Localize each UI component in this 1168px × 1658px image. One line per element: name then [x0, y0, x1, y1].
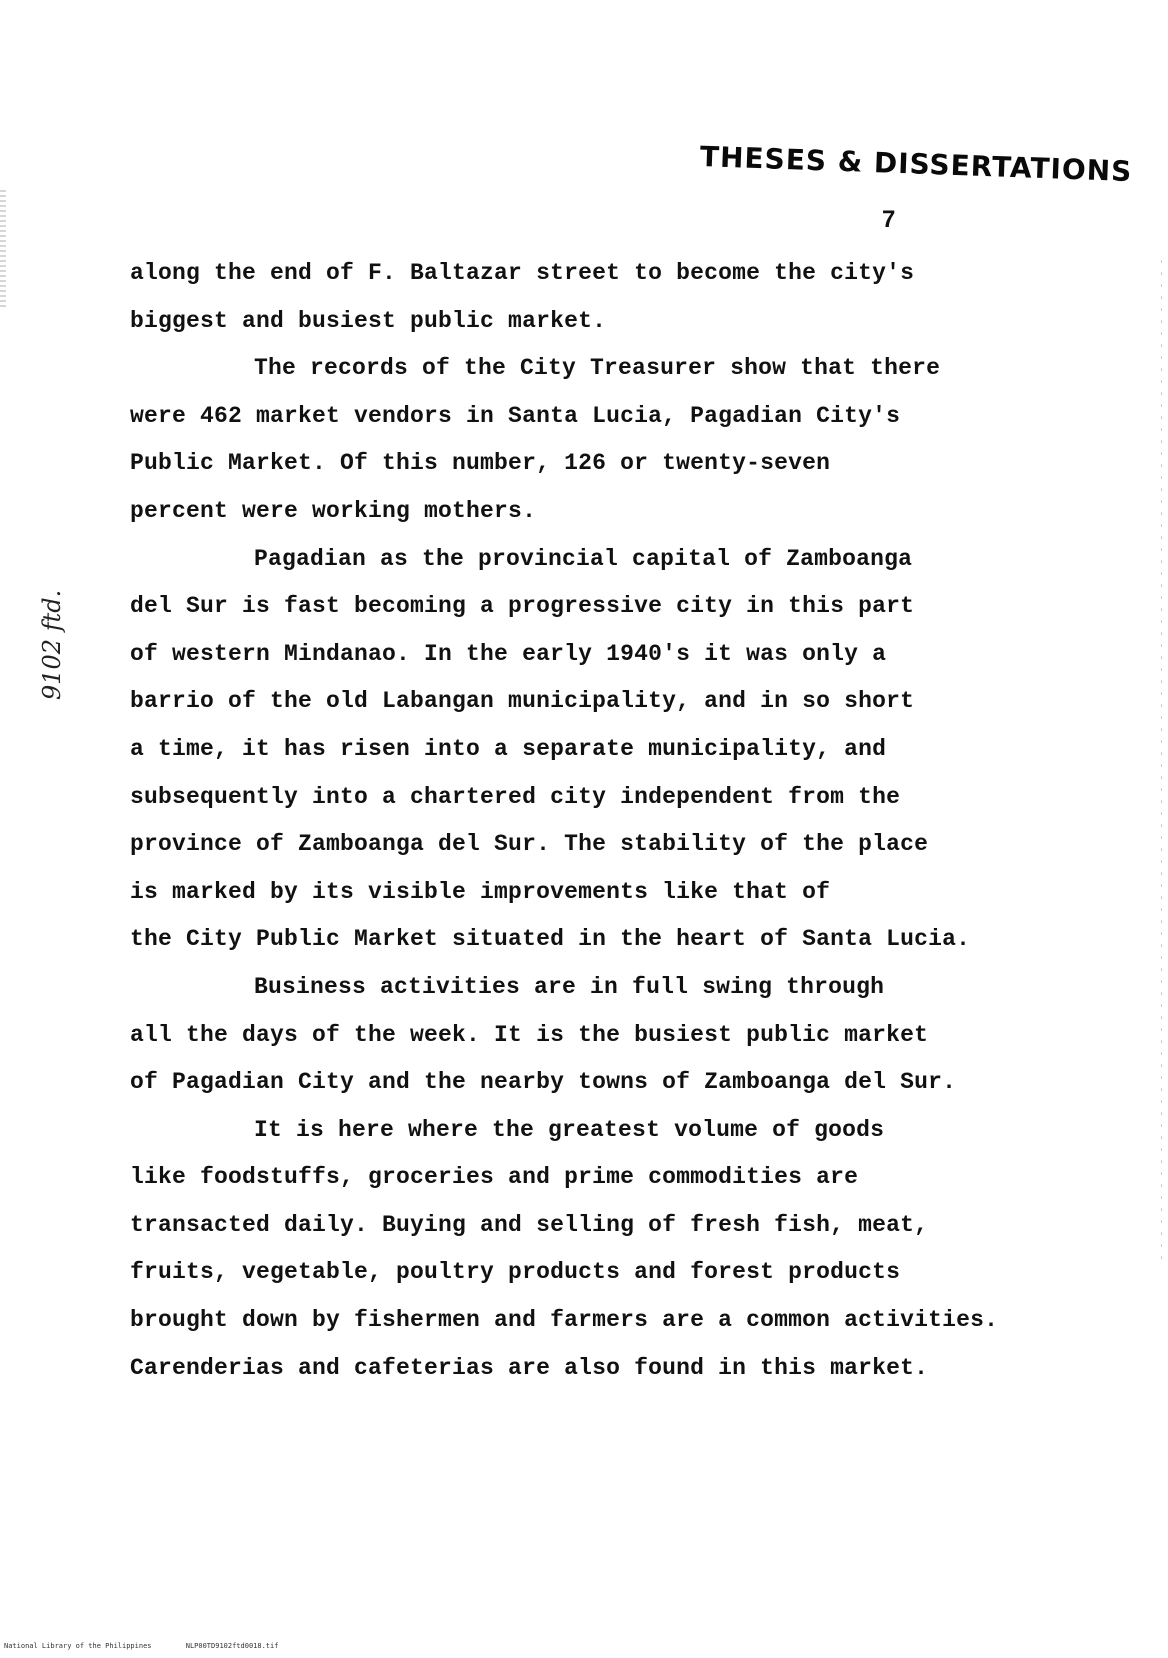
text-line: barrio of the old Labangan municipality, and in so short [130, 688, 915, 715]
text-line: Pagadian as the provincial capital of Zamboanga [254, 545, 913, 572]
text-line: like foodstuffs, groceries and prime commodities are [130, 1164, 859, 1191]
scan-edge-marks [0, 190, 6, 310]
text-line: del Sur is fast becoming a progressive city in this part [130, 593, 915, 620]
text-line: along the end of F. Baltazar street to become the city's [130, 260, 915, 286]
text-line: Carenderias and cafeterias are also found in this market. [130, 1354, 929, 1381]
scan-footer [4, 1642, 308, 1650]
text-line: a time, it has risen into a separate municipality, and [130, 735, 887, 762]
text-line: were 462 market vendors in Santa Lucia, Pagadian City's [130, 402, 901, 429]
text-line: The records of the City Treasurer show that there [254, 355, 941, 382]
text-line: Public Market. Of this number, 126 or twenty-seven [130, 450, 831, 477]
text-line: of Pagadian City and the nearby towns of Zamboanga del Sur. [130, 1069, 957, 1096]
text-line: is marked by its visible improvements like that of [130, 878, 831, 905]
text-line: fruits, vegetable, poultry products and forest products [130, 1259, 901, 1286]
page-number: 7 [882, 206, 896, 233]
text-line: the City Public Market situated in the heart of Santa Lucia. [130, 926, 971, 953]
text-line: all the days of the week. It is the busiest public market [130, 1021, 929, 1048]
text-line: percent were working mothers. [130, 497, 537, 524]
text-line: province of Zamboanga del Sur. The stability of the place [130, 831, 929, 858]
text-line: It is here where the greatest volume of goods [254, 1116, 885, 1143]
text-line: of western Mindanao. In the early 1940's it was only a [130, 640, 887, 667]
scan-right-edge [1161, 260, 1162, 1260]
body-text [130, 250, 1080, 1392]
text-line: brought down by fishermen and farmers are a common activities. [130, 1307, 999, 1334]
margin-handwritten-note: 9102 ftd. [38, 589, 66, 700]
theses-stamp: THESES & DISSERTATIONS [699, 140, 1133, 189]
text-line: biggest and busiest public market. [130, 307, 607, 334]
text-line: subsequently into a chartered city independent from the [130, 783, 901, 810]
footer-filename: NLP00TD9102ftd0018.tif [185, 1642, 279, 1650]
text-line: Business activities are in full swing through [254, 973, 885, 1000]
text-line: transacted daily. Buying and selling of fresh fish, meat, [130, 1211, 929, 1238]
footer-library: National Library of the Philippines [4, 1642, 152, 1650]
